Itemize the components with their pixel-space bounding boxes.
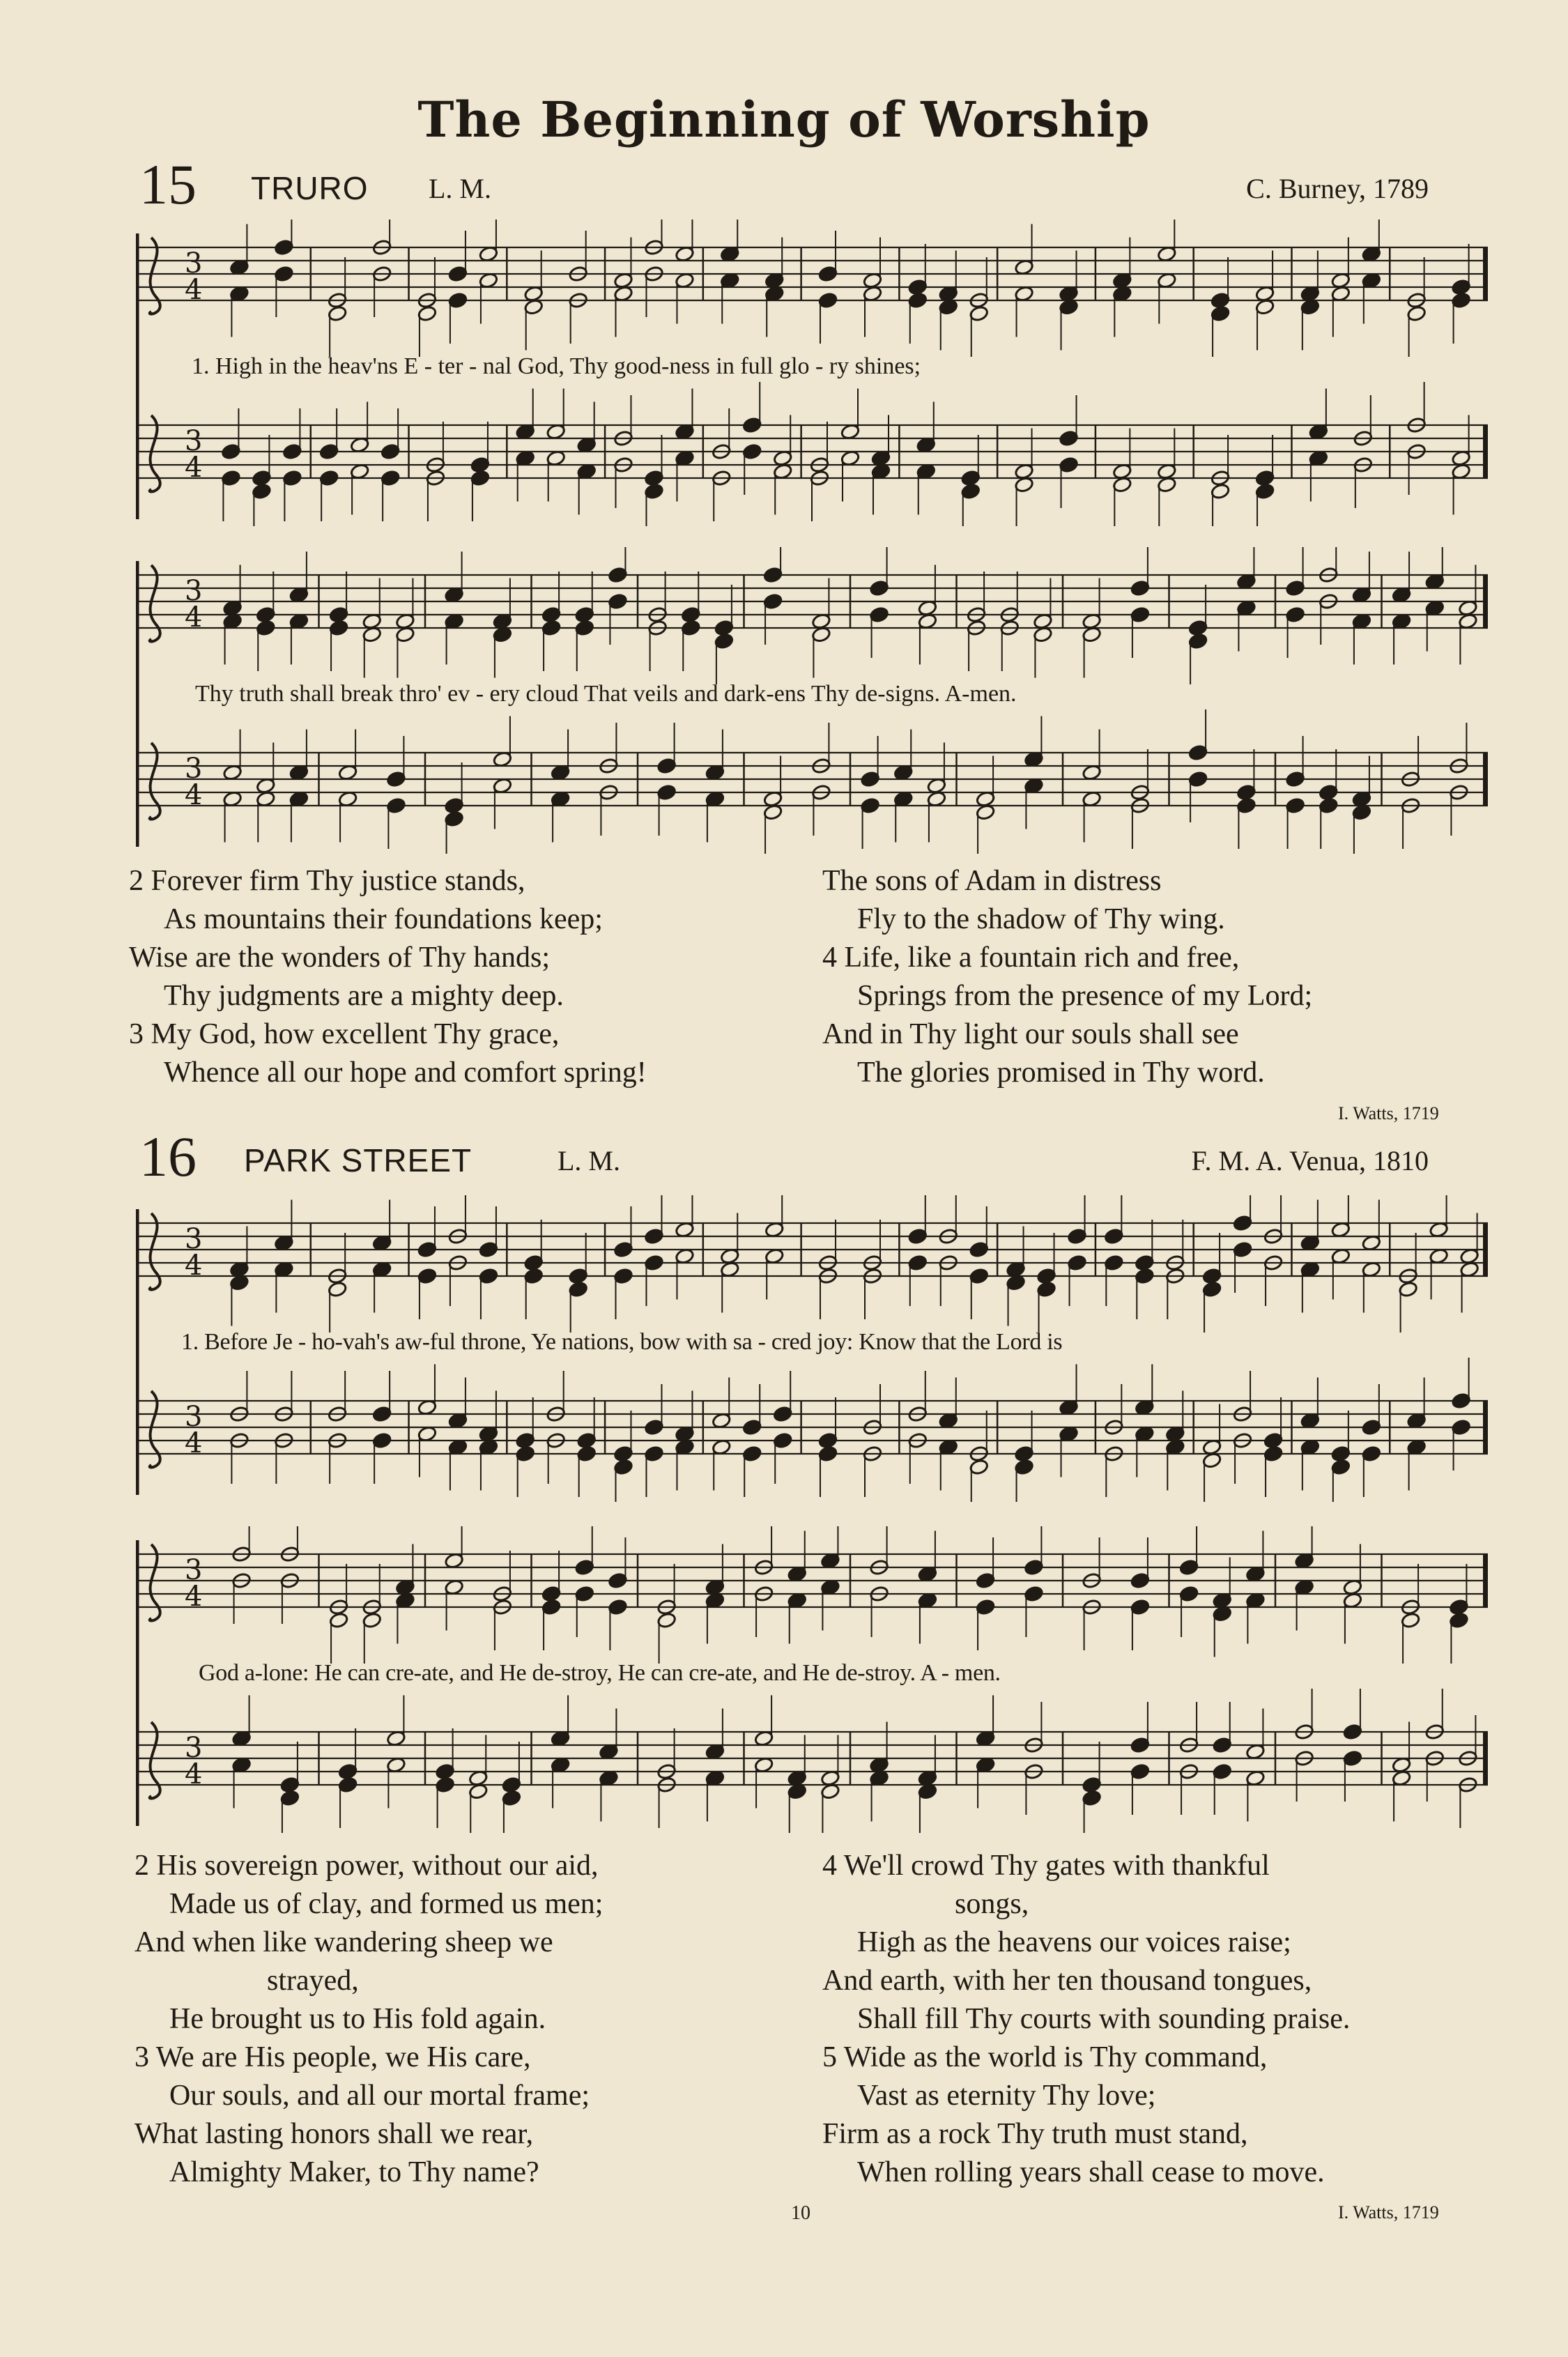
staff	[136, 1358, 1488, 1502]
meter: L. M.	[558, 1145, 620, 1176]
verse-line: And when like wandering sheep we	[134, 1926, 553, 1958]
staff	[136, 220, 1488, 357]
verse-line: 4 Life, like a fountain rich and free,	[822, 942, 1240, 974]
lyrics-line: 1. Before Je - ho-vah's aw-ful throne, Ye nations, bow with sa - cred joy: Know that the Lord is	[181, 1329, 1063, 1355]
verse-line: 2 Forever firm Thy justice stands,	[129, 865, 525, 897]
svg-text:4: 4	[185, 1758, 203, 1790]
verse-line: 2 His sovereign power, without our aid,	[134, 1850, 599, 1882]
svg-text:3: 3	[185, 753, 203, 785]
lyrics-line: Thy truth shall break thro' ev - ery cloud That veils and dark-ens Thy de-signs. A-men.	[195, 681, 1017, 707]
verse-line: The glories promised in Thy word.	[857, 1057, 1265, 1089]
tune-name: TRURO	[251, 170, 369, 206]
verse-line: And earth, with her ten thousand tongues,	[822, 1965, 1312, 1997]
music-system-16-2	[136, 1526, 1488, 1833]
staff	[136, 382, 1488, 526]
verse-line: Almighty Maker, to Thy name?	[169, 2156, 539, 2188]
verse-line: 3 My God, how excellent Thy grace,	[129, 1018, 560, 1050]
verse-line: As mountains their foundations keep;	[164, 903, 603, 935]
lyrics-line: 1. High in the heav'ns E - ter - nal God, Thy good-ness in full glo - ry shines;	[192, 353, 921, 379]
attribution: I. Watts, 1719	[1338, 1103, 1439, 1123]
composer: F. M. A. Venua, 1810	[1191, 1145, 1429, 1176]
hymn-15-header	[139, 153, 1429, 216]
svg-text:3: 3	[185, 247, 203, 279]
verse-line: Thy judgments are a mighty deep.	[164, 980, 564, 1012]
hymn-16-header	[139, 1125, 1429, 1188]
svg-text:3: 3	[185, 1401, 203, 1433]
svg-text:3: 3	[185, 1554, 203, 1586]
composer: C. Burney, 1789	[1246, 173, 1429, 204]
verse-line: Vast as eternity Thy love;	[857, 2080, 1156, 2112]
svg-text:4: 4	[185, 452, 203, 484]
svg-text:4: 4	[185, 1581, 203, 1613]
svg-text:4: 4	[185, 1427, 203, 1459]
verse-line: When rolling years shall cease to move.	[857, 2156, 1325, 2188]
music-system-16-1	[136, 1195, 1488, 1502]
verse-line: Our souls, and all our mortal frame;	[169, 2080, 590, 2112]
verses-left	[134, 1847, 603, 2192]
attribution: I. Watts, 1719	[1338, 2202, 1439, 2222]
verse-line: And in Thy light our souls shall see	[822, 1018, 1239, 1050]
svg-text:4: 4	[185, 779, 203, 811]
svg-text:4: 4	[185, 1250, 203, 1282]
verse-line: 3 We are His people, we His care,	[134, 2041, 531, 2073]
verse-line: High as the heavens our voices raise;	[857, 1926, 1291, 1958]
verse-line: What lasting honors shall we rear,	[134, 2118, 534, 2150]
svg-text:3: 3	[185, 1732, 203, 1764]
staff	[136, 1689, 1488, 1833]
meter: L. M.	[429, 173, 491, 204]
verse-line: songs,	[955, 1888, 1029, 1920]
tune-name: PARK STREET	[244, 1142, 472, 1178]
music-system-15-1	[136, 220, 1488, 526]
hymn-number: 15	[139, 153, 197, 216]
verses-left	[129, 862, 647, 1092]
verse-line: Springs from the presence of my Lord;	[857, 980, 1313, 1012]
staff	[136, 547, 1488, 684]
verse-line: He brought us to His fold again.	[169, 2003, 546, 2035]
verse-line: strayed,	[267, 1965, 359, 1997]
staff	[136, 709, 1488, 854]
verse-line: Wise are the wonders of Thy hands;	[129, 942, 551, 974]
staff	[136, 1195, 1488, 1333]
verse-line: Fly to the shadow of Thy wing.	[857, 903, 1225, 935]
svg-text:3: 3	[185, 425, 203, 457]
verses-right	[822, 862, 1312, 1092]
svg-text:4: 4	[185, 274, 203, 306]
verse-line: 5 Wide as the world is Thy command,	[822, 2041, 1268, 2073]
verse-line: Firm as a rock Thy truth must stand,	[822, 2118, 1248, 2150]
page-number: 10	[791, 2202, 810, 2224]
lyrics-line: God a-lone: He can cre-ate, and He de-stroy, He can cre-ate, and He de-stroy. A - men.	[199, 1660, 1001, 1686]
verse-line: The sons of Adam in distress	[822, 865, 1162, 897]
verse-line: 4 We'll crowd Thy gates with thankful	[822, 1850, 1270, 1882]
svg-text:3: 3	[185, 1223, 203, 1255]
music-system-15-2	[136, 547, 1488, 854]
svg-text:4: 4	[185, 601, 203, 634]
verse-line: Made us of clay, and formed us men;	[169, 1888, 604, 1920]
verse-line: Whence all our hope and comfort spring!	[164, 1057, 647, 1089]
section-title: The Beginning of Worship	[417, 91, 1151, 148]
svg-text:3: 3	[185, 575, 203, 607]
staff	[136, 1526, 1488, 1664]
verse-line: Shall fill Thy courts with sounding praise.	[857, 2003, 1351, 2035]
verses-right	[822, 1847, 1350, 2192]
hymn-number: 16	[139, 1125, 197, 1188]
